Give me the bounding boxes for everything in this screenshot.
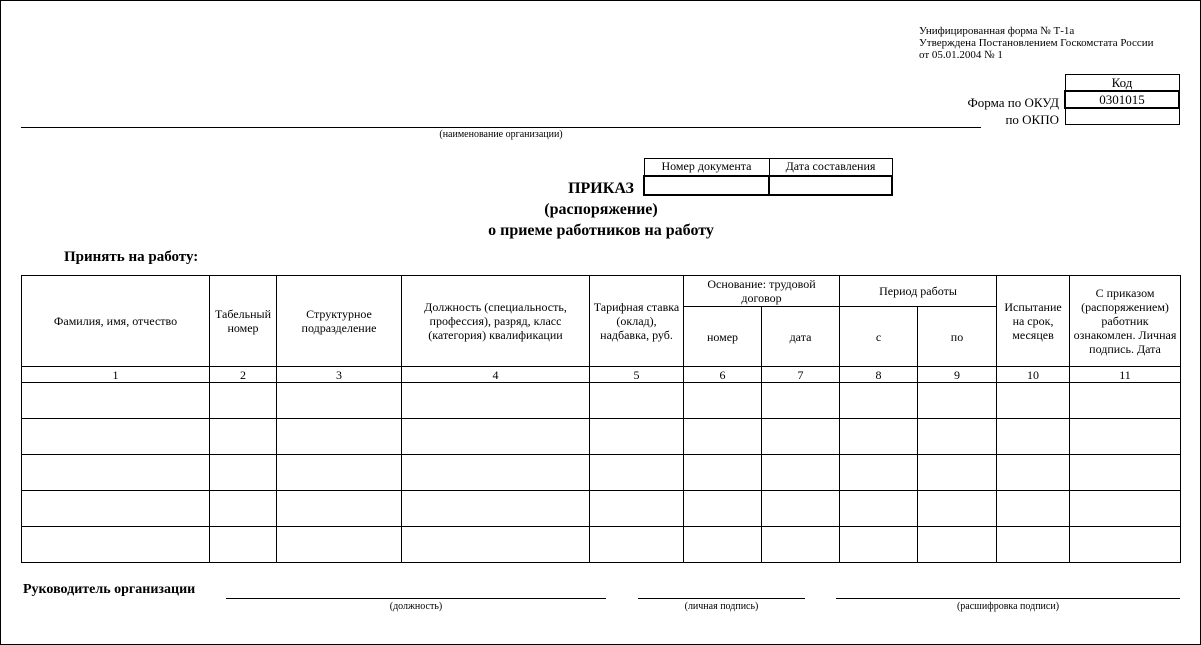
table-cell[interactable] <box>402 419 590 455</box>
table-cell[interactable] <box>22 455 210 491</box>
table-cell[interactable] <box>210 491 277 527</box>
table-cell[interactable] <box>22 527 210 563</box>
table-cell[interactable] <box>277 419 402 455</box>
table-cell[interactable] <box>402 455 590 491</box>
order-title: ПРИКАЗ <box>568 180 634 197</box>
table-cell[interactable] <box>1070 383 1181 419</box>
table-cell[interactable] <box>210 527 277 563</box>
header-department: Структурное подразделение <box>277 276 402 367</box>
document-number-header: Номер документа <box>644 159 769 176</box>
header-position: Должность (специальность, профессия), разряд, класс (категория) квалификации <box>402 276 590 367</box>
employees-table <box>21 275 1181 563</box>
personal-signature-line[interactable] <box>638 598 805 599</box>
table-cell[interactable] <box>1070 455 1181 491</box>
header-period-from: с <box>840 307 918 367</box>
table-cell[interactable] <box>590 419 684 455</box>
header-basis-date: дата <box>762 307 840 367</box>
hire-subheading: Принять на работу: <box>64 249 199 265</box>
codes-table <box>1064 74 1180 125</box>
table-row <box>22 455 1181 491</box>
decoding-caption: (расшифровка подписи) <box>956 601 1060 612</box>
head-of-organization-label: Руководитель организации <box>23 582 196 597</box>
header-basis: Основание: трудовой договор <box>684 276 840 307</box>
table-cell[interactable] <box>997 419 1070 455</box>
table-cell[interactable] <box>1070 491 1181 527</box>
table-row <box>22 527 1181 563</box>
signature-caption: (личная подпись) <box>684 601 759 612</box>
column-number: 1 <box>22 367 210 383</box>
table-cell[interactable] <box>277 491 402 527</box>
column-number: 3 <box>277 367 402 383</box>
column-number: 9 <box>918 367 997 383</box>
table-cell[interactable] <box>762 383 840 419</box>
table-cell[interactable] <box>762 491 840 527</box>
table-cell[interactable] <box>918 383 997 419</box>
table-cell[interactable] <box>684 527 762 563</box>
table-cell[interactable] <box>590 491 684 527</box>
header-tab-number: Табельный номер <box>210 276 277 367</box>
table-cell[interactable] <box>277 527 402 563</box>
table-body <box>22 383 1181 563</box>
table-cell[interactable] <box>918 419 997 455</box>
table-cell[interactable] <box>590 455 684 491</box>
table-cell[interactable] <box>277 383 402 419</box>
header-acknowledged: С приказом (распоряжением) работник ознакомлен. Личная подпись. Дата <box>1070 276 1181 367</box>
table-cell[interactable] <box>840 383 918 419</box>
order-subtitle: (распоряжение) <box>544 201 658 218</box>
table-cell[interactable] <box>997 527 1070 563</box>
table-cell[interactable] <box>1070 419 1181 455</box>
header-trial: Испытание на срок, месяцев <box>997 276 1070 367</box>
table-cell[interactable] <box>918 491 997 527</box>
okud-code-field[interactable]: 0301015 <box>1065 91 1179 108</box>
organization-name-caption: (наименование организации) <box>439 129 563 140</box>
table-cell[interactable] <box>590 383 684 419</box>
header-fio: Фамилия, имя, отчество <box>22 276 210 367</box>
form-info-line-3: от 05.01.2004 № 1 <box>919 49 1003 61</box>
table-cell[interactable] <box>918 455 997 491</box>
column-number: 2 <box>210 367 277 383</box>
table-cell[interactable] <box>210 419 277 455</box>
column-number: 10 <box>997 367 1070 383</box>
table-row <box>22 419 1181 455</box>
table-cell[interactable] <box>210 383 277 419</box>
position-signature-line[interactable] <box>226 598 606 599</box>
header-rate: Тарифная ставка (оклад), надбавка, руб. <box>590 276 684 367</box>
document-date-header: Дата составления <box>769 159 892 176</box>
okpo-label: по ОКПО <box>1005 112 1059 127</box>
table-cell[interactable] <box>997 455 1070 491</box>
column-number: 8 <box>840 367 918 383</box>
okud-label: Форма по ОКУД <box>967 95 1059 110</box>
table-cell[interactable] <box>918 527 997 563</box>
table-cell[interactable] <box>684 491 762 527</box>
table-cell[interactable] <box>840 455 918 491</box>
table-cell[interactable] <box>402 527 590 563</box>
header-period: Период работы <box>840 276 997 307</box>
table-cell[interactable] <box>684 383 762 419</box>
signature-decoding-line[interactable] <box>836 598 1180 599</box>
table-cell[interactable] <box>590 527 684 563</box>
table-cell[interactable] <box>997 491 1070 527</box>
form-info-line-2: Утверждена Постановлением Госкомстата России <box>919 37 1154 49</box>
table-row <box>22 383 1181 419</box>
table-cell[interactable] <box>840 419 918 455</box>
table-cell[interactable] <box>762 455 840 491</box>
order-description: о приеме работников на работу <box>488 222 714 239</box>
table-cell[interactable] <box>210 455 277 491</box>
table-cell[interactable] <box>840 491 918 527</box>
okpo-code-field[interactable] <box>1065 108 1179 125</box>
column-numbers-row <box>22 367 1181 383</box>
table-cell[interactable] <box>684 455 762 491</box>
table-row <box>22 491 1181 527</box>
header-period-to: по <box>918 307 997 367</box>
table-cell[interactable] <box>22 383 210 419</box>
column-number: 4 <box>402 367 590 383</box>
form-info-line-1: Унифицированная форма № Т-1а <box>919 25 1075 37</box>
column-number: 5 <box>590 367 684 383</box>
codes-header: Код <box>1065 75 1179 92</box>
column-number: 11 <box>1070 367 1181 383</box>
table-cell[interactable] <box>402 383 590 419</box>
table-cell[interactable] <box>997 383 1070 419</box>
table-cell[interactable] <box>684 419 762 455</box>
table-cell[interactable] <box>1070 527 1181 563</box>
table-cell[interactable] <box>840 527 918 563</box>
table-cell[interactable] <box>277 455 402 491</box>
table-cell[interactable] <box>22 419 210 455</box>
column-number: 7 <box>762 367 840 383</box>
table-cell[interactable] <box>762 527 840 563</box>
header-basis-number: номер <box>684 307 762 367</box>
table-cell[interactable] <box>762 419 840 455</box>
form-approval-info <box>919 25 1189 61</box>
table-cell[interactable] <box>402 491 590 527</box>
position-caption: (должность) <box>389 601 443 612</box>
organization-name-line[interactable] <box>21 127 981 128</box>
table-cell[interactable] <box>22 491 210 527</box>
column-number: 6 <box>684 367 762 383</box>
